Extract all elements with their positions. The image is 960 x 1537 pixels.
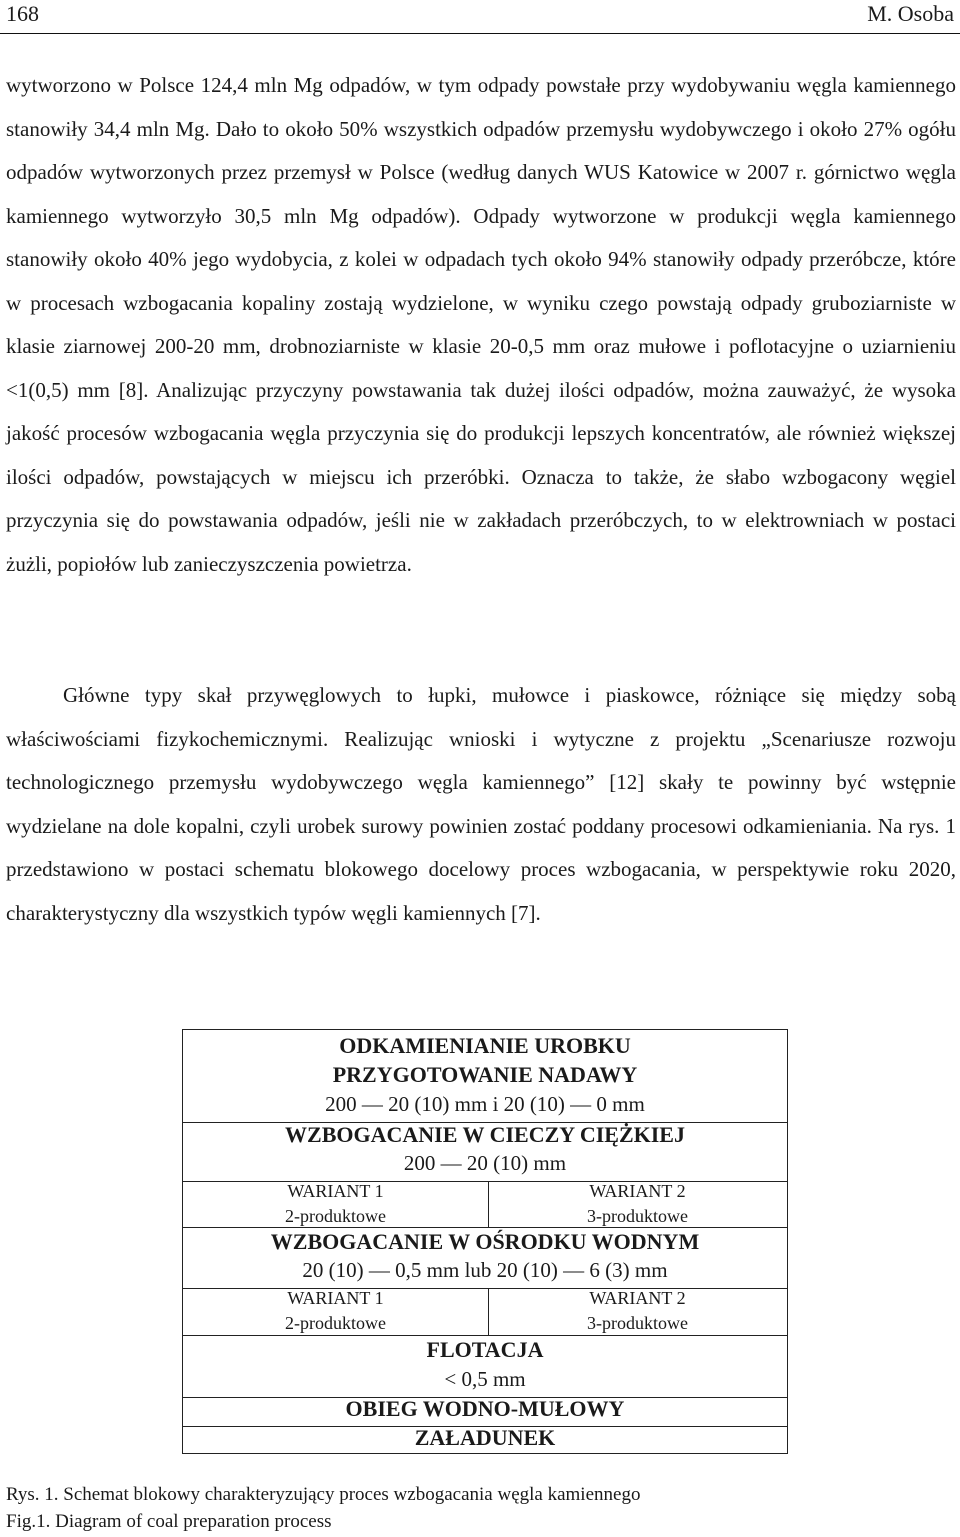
stage-przygotowanie-range: 200 — 20 (10) mm i 20 (10) — 0 mm [325,1092,645,1116]
stage3-variant-2 [488,1179,787,1229]
variant-type: 3-produktowe [587,1206,688,1226]
process-block-diagram [182,1029,788,1454]
body-paragraph-2: Główne typy skał przywęglowych to łupki, mułowce i piaskowce, różniące się między sobą właściwościami fizykochemicznymi. Realizując wnioski i wytyczne z projektu „Scenariusze rozwoju technologicznego przemysłu wydobywczego węgla kamiennego” [12] skały te powinny być wstępnie wydzielane na dole kopalni, czyli urobek surowy powinien zostać poddany procesowi odkamieniania. Na rys. 1 przedstawiono w postaci schematu blokowego docelowy proces wzbogacania, w perspektywie roku 2020, charakterystyczny dla wszystkich typów węgli kamiennych [7]. [6,683,956,925]
running-author: M. Osoba [867,1,954,26]
stage-zaladunek-title: ZAŁADUNEK [414,1425,556,1450]
page-number: 168 [6,1,39,26]
stage4-variant-2 [488,1286,787,1336]
page-header [0,0,960,34]
stage-flotacja-title: FLOTACJA [426,1337,544,1362]
divider [183,1227,787,1228]
variant-name: WARIANT 2 [589,1181,686,1201]
divider [183,1335,787,1336]
stage-odkamienianie-title: ODKAMIENIANIE UROBKU [339,1033,631,1058]
stage-przygotowanie-title: PRZYGOTOWANIE NADAWY [332,1062,638,1087]
variant-type: 3-produktowe [587,1313,688,1333]
figure-caption-en: Fig.1. Diagram of coal preparation process [6,1511,332,1532]
stage3-variant-1 [183,1179,488,1229]
stage-flotacja-range: < 0,5 mm [444,1367,526,1391]
figure-caption-pl: Rys. 1. Schemat blokowy charakteryzujący proces wzbogacania węgla kamiennego [6,1484,641,1505]
variant-name: WARIANT 1 [287,1288,384,1308]
stage-osrodek-wodny-title: WZBOGACANIE W OŚRODKU WODNYM [270,1229,700,1254]
variant-type: 2-produktowe [285,1206,386,1226]
stage-ciecz-ciezka-range: 200 — 20 (10) mm [403,1151,567,1175]
variant-name: WARIANT 1 [287,1181,384,1201]
variant-type: 2-produktowe [285,1313,386,1333]
stage-osrodek-wodny-range: 20 (10) — 0,5 mm lub 20 (10) — 6 (3) mm [302,1258,668,1282]
body-paragraph-1: wytworzono w Polsce 124,4 mln Mg odpadów, w tym odpady powstałe przy wydobywaniu węgla kamiennego stanowiły 34,4 mln Mg. Dało to około 50% wszystkich odpadów przemysłu wydobywczego i około 27% ogółu odpadów wytworzonych przez przemysł w Polsce (według danych WUS Katowice w 2007 r. górnictwo węgla kamiennego wytworzyło 30,5 mln Mg odpadów). Odpady wytworzone w produkcji węgla kamiennego stanowiły około 40% jego wydobycia, z kolei w odpadach tych około 94% stanowiły odpady przeróbcze, które w procesach wzbogacania kopaliny zostają wydzielone, w wyniku czego powstają odpady gruboziarniste w klasie ziarnowej 200-20 mm, drobnoziarniste w klasie 20-0,5 mm oraz mułowe i poflotacyjne o uziarnieniu <1(0,5) mm [8]. Analizując przyczyny powstawania tak dużej ilości odpadów, można zauważyć, że wysoka jakość procesów wzbogacania węgla przyczynia się do produkcji lepszych koncentratów, ale również większej ilości odpadów, powstających w miejscu ich przeróbki. Oznacza to także, że słabo wzbogacony węgiel przyczynia się do powstawania odpadów, jeśli nie w zakładach przeróbczych, to w elektrowniach w postaci żużli, popiołów lub zanieczyszczenia powietrza. [6,73,956,576]
stage4-variant-1 [183,1286,488,1336]
stage-obieg-wodno-mulowy-title: OBIEG WODNO-MUŁOWY [345,1396,625,1421]
variant-name: WARIANT 2 [589,1288,686,1308]
stage-ciecz-ciezka-title: WZBOGACANIE W CIECZY CIĘŻKIEJ [285,1122,685,1147]
